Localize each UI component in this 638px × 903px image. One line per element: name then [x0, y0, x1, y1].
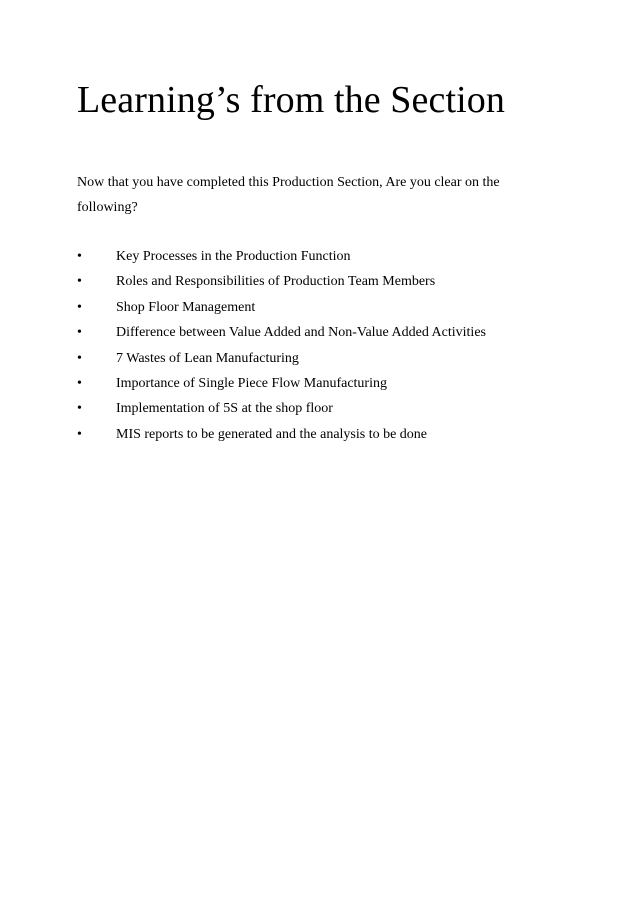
- list-item-text: Roles and Responsibilities of Production Team Members: [116, 274, 436, 290]
- list-item-text: Difference between Value Added and Non-Value Added Activities: [116, 325, 486, 341]
- bullet-icon: •: [77, 375, 82, 391]
- bullet-icon: •: [77, 274, 82, 290]
- bullet-icon: •: [77, 299, 82, 315]
- bullet-icon: •: [77, 401, 82, 417]
- list-item-text: Implementation of 5S at the shop floor: [116, 401, 333, 417]
- page-title: Learning’s from the Section: [77, 79, 505, 121]
- list-item-text: Key Processes in the Production Function: [116, 249, 351, 264]
- bullet-icon: •: [77, 249, 82, 264]
- list-item-text: MIS reports to be generated and the analysis to be done: [116, 426, 428, 442]
- list-item-text: Importance of Single Piece Flow Manufacturing: [116, 375, 387, 391]
- list-item-text: Shop Floor Management: [116, 299, 256, 315]
- intro-paragraph: Now that you have completed this Production Section, Are you clear on the following?: [77, 175, 500, 215]
- bullet-icon: •: [77, 325, 82, 341]
- bullet-icon: •: [77, 350, 82, 366]
- bullet-icon: •: [77, 426, 82, 442]
- list-item-text: 7 Wastes of Lean Manufacturing: [116, 350, 299, 366]
